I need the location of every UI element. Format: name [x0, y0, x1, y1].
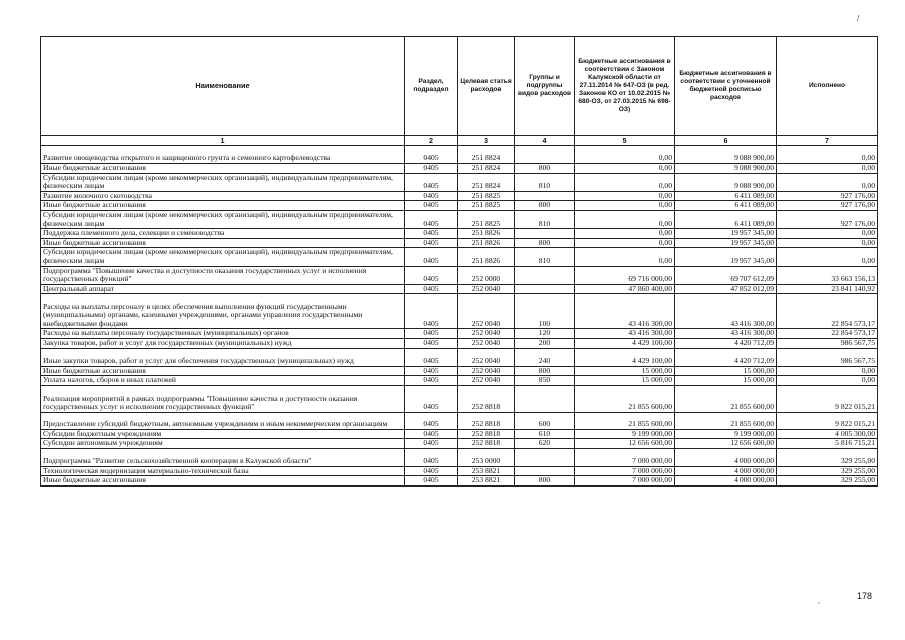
row-executed: 0,00	[777, 173, 878, 191]
row-executed: 986 567,75	[777, 348, 878, 366]
row-article: 252 0040	[458, 294, 515, 329]
row-law-appropriation: 0,00	[575, 164, 675, 174]
table-row	[41, 146, 878, 164]
row-article: 251 8826	[458, 238, 515, 248]
row-refined-appropriation: 19 957 345,00	[675, 229, 777, 239]
table-row	[41, 294, 878, 329]
row-law-appropriation: 7 000 000,00	[575, 476, 675, 486]
row-section: 0405	[405, 248, 458, 266]
header-executed: Исполнено	[777, 37, 878, 136]
row-refined-appropriation: 43 416 300,00	[675, 329, 777, 339]
row-executed: 33 663 156,13	[777, 266, 878, 284]
row-executed: 927 176,00	[777, 201, 878, 211]
row-name: Уплата налогов, сборов и иных платежей	[41, 376, 405, 386]
row-name: Иные бюджетные ассигнования	[41, 164, 405, 174]
row-refined-appropriation: 19 957 345,00	[675, 248, 777, 266]
row-refined-appropriation: 4 420 712,09	[675, 348, 777, 366]
row-refined-appropriation: 9 088 900,00	[675, 164, 777, 174]
row-article: 252 0040	[458, 376, 515, 386]
row-article: 252 0040	[458, 348, 515, 366]
row-refined-appropriation: 4 000 000,00	[675, 476, 777, 486]
table-row	[41, 210, 878, 228]
row-executed: 22 854 573,17	[777, 329, 878, 339]
table-row	[41, 329, 878, 339]
row-expense-group: 800	[515, 366, 575, 376]
column-number: 1	[41, 136, 405, 146]
table-body	[41, 146, 878, 487]
row-section: 0405	[405, 412, 458, 429]
row-article: 251 8824	[458, 173, 515, 191]
row-executed: 5 816 715,21	[777, 439, 878, 449]
row-law-appropriation: 21 855 600,00	[575, 385, 675, 412]
column-number-row	[41, 136, 878, 146]
row-executed: 4 005 300,00	[777, 429, 878, 439]
row-refined-appropriation: 9 199 000,00	[675, 429, 777, 439]
row-executed: 0,00	[777, 164, 878, 174]
row-article: 252 0040	[458, 329, 515, 339]
row-article: 252 0000	[458, 266, 515, 284]
row-article: 252 8818	[458, 429, 515, 439]
row-section: 0405	[405, 476, 458, 486]
row-expense-group	[515, 229, 575, 239]
header-row	[41, 37, 878, 136]
row-name: Иные бюджетные ассигнования	[41, 366, 405, 376]
row-expense-group: 800	[515, 476, 575, 486]
row-law-appropriation: 0,00	[575, 210, 675, 228]
row-law-appropriation: 43 416 300,00	[575, 294, 675, 329]
row-expense-group: 120	[515, 329, 575, 339]
row-executed: 329 255,00	[777, 448, 878, 466]
table-row	[41, 376, 878, 386]
row-law-appropriation: 15 000,00	[575, 376, 675, 386]
row-article: 252 0040	[458, 366, 515, 376]
row-article: 252 0040	[458, 338, 515, 348]
row-article: 251 8824	[458, 146, 515, 164]
row-refined-appropriation: 69 707 612,09	[675, 266, 777, 284]
table-row	[41, 164, 878, 174]
column-number: 5	[575, 136, 675, 146]
row-expense-group: 850	[515, 376, 575, 386]
row-section: 0405	[405, 466, 458, 476]
row-expense-group: 810	[515, 173, 575, 191]
row-name: Развитие овощеводства открытого и защищенного грунта и семенного картофелеводства	[41, 146, 405, 164]
row-section: 0405	[405, 366, 458, 376]
row-name: Подпрограмма "Развитие сельскохозяйственной кооперации в Калужской области"	[41, 448, 405, 466]
row-refined-appropriation: 6 411 089,00	[675, 191, 777, 201]
row-section: 0405	[405, 448, 458, 466]
row-expense-group: 240	[515, 348, 575, 366]
row-name: Поддержка племенного дела, селекции и семеноводства	[41, 229, 405, 239]
row-executed: 0,00	[777, 146, 878, 164]
row-name: Иные закупки товаров, работ и услуг для обеспечения государственных (муниципальных) нужд	[41, 348, 405, 366]
header-name: Наименование	[41, 37, 405, 136]
row-name: Технологическая модернизация материально-технической базы	[41, 466, 405, 476]
table-row	[41, 173, 878, 191]
row-law-appropriation: 0,00	[575, 238, 675, 248]
row-section: 0405	[405, 229, 458, 239]
row-law-appropriation: 7 000 000,00	[575, 448, 675, 466]
row-section: 0405	[405, 329, 458, 339]
row-executed: 22 854 573,17	[777, 294, 878, 329]
row-expense-group: 810	[515, 210, 575, 228]
row-refined-appropriation: 47 852 012,09	[675, 284, 777, 294]
table-row	[41, 338, 878, 348]
row-name: Расходы на выплаты персоналу в целях обеспечения выполнения функций государственными (муниципальными) органами, казенными учреждениями, органами управления государственными внебюджетными фондами	[41, 294, 405, 329]
column-number: 3	[458, 136, 515, 146]
page-number: 178	[856, 591, 872, 601]
scan-mark: /	[857, 14, 860, 23]
row-executed: 329 255,00	[777, 466, 878, 476]
row-section: 0405	[405, 439, 458, 449]
row-refined-appropriation: 15 000,00	[675, 366, 777, 376]
row-section: 0405	[405, 385, 458, 412]
row-name: Иные бюджетные ассигнования	[41, 476, 405, 486]
row-law-appropriation: 0,00	[575, 191, 675, 201]
row-section: 0405	[405, 201, 458, 211]
row-name: Подпрограмма "Повышение качества и доступности оказания государственных услуг и исполнения государственных функций"	[41, 266, 405, 284]
row-section: 0405	[405, 376, 458, 386]
row-expense-group: 800	[515, 164, 575, 174]
row-refined-appropriation: 4 420 712,09	[675, 338, 777, 348]
table-row	[41, 466, 878, 476]
row-refined-appropriation: 19 957 345,00	[675, 238, 777, 248]
row-expense-group: 610	[515, 429, 575, 439]
row-executed: 0,00	[777, 366, 878, 376]
row-law-appropriation: 0,00	[575, 146, 675, 164]
row-law-appropriation: 0,00	[575, 173, 675, 191]
row-executed: 0,00	[777, 229, 878, 239]
row-article: 251 8825	[458, 201, 515, 211]
row-executed: 927 176,00	[777, 191, 878, 201]
header-expense-group: Группы и подгруппы видов расходов	[515, 37, 575, 136]
row-refined-appropriation: 6 411 089,00	[675, 210, 777, 228]
row-law-appropriation: 69 716 000,00	[575, 266, 675, 284]
row-name: Реализация мероприятий в рамках подпрограммы "Повышение качества и доступности оказания государственных услуг и исполнения государственных функций"	[41, 385, 405, 412]
row-section: 0405	[405, 294, 458, 329]
row-article: 252 8818	[458, 412, 515, 429]
budget-execution-table	[40, 36, 878, 487]
table-row	[41, 429, 878, 439]
row-article: 251 8826	[458, 229, 515, 239]
row-expense-group: 620	[515, 439, 575, 449]
row-refined-appropriation: 6 411 089,00	[675, 201, 777, 211]
row-article: 253 8821	[458, 466, 515, 476]
row-expense-group: 810	[515, 248, 575, 266]
row-name: Субсидии юридическим лицам (кроме некоммерческих организаций), индивидуальным предпринимателям, физическим лицам	[41, 210, 405, 228]
row-article: 251 8825	[458, 191, 515, 201]
row-name: Субсидии автономным учреждениям	[41, 439, 405, 449]
table-row	[41, 238, 878, 248]
row-law-appropriation: 21 855 600,00	[575, 412, 675, 429]
row-refined-appropriation: 12 656 600,00	[675, 439, 777, 449]
row-law-appropriation: 0,00	[575, 201, 675, 211]
row-article: 251 8825	[458, 210, 515, 228]
scan-mark: ,	[818, 596, 821, 605]
row-executed: 329 255,00	[777, 476, 878, 486]
row-executed: 986 567,75	[777, 338, 878, 348]
row-law-appropriation: 15 000,00	[575, 366, 675, 376]
row-section: 0405	[405, 429, 458, 439]
table-row	[41, 284, 878, 294]
row-name: Субсидии юридическим лицам (кроме некоммерческих организаций), индивидуальным предпринимателям, физическим лицам	[41, 173, 405, 191]
row-name: Расходы на выплаты персоналу государственных (муниципальных) органов	[41, 329, 405, 339]
row-executed: 927 176,00	[777, 210, 878, 228]
header-target-article: Целевая статья расходов	[458, 37, 515, 136]
row-executed: 0,00	[777, 248, 878, 266]
row-law-appropriation: 12 656 600,00	[575, 439, 675, 449]
row-expense-group: 600	[515, 412, 575, 429]
table-row	[41, 229, 878, 239]
row-name: Иные бюджетные ассигнования	[41, 201, 405, 211]
row-refined-appropriation: 15 000,00	[675, 376, 777, 386]
table-row	[41, 266, 878, 284]
row-law-appropriation: 0,00	[575, 229, 675, 239]
row-expense-group	[515, 385, 575, 412]
row-name: Центральный аппарат	[41, 284, 405, 294]
row-section: 0405	[405, 164, 458, 174]
row-article: 252 8818	[458, 439, 515, 449]
row-refined-appropriation: 43 416 300,00	[675, 294, 777, 329]
header-law-appropriations: Бюджетные ассигнования в соответствии с Законом Калужской области от 27.11.2014 № 647-ОЗ (в ред. Законов КО от 10.02.2015 № 680-ОЗ, от 27.03.2015 № 698-ОЗ)	[575, 37, 675, 136]
row-executed: 9 822 015,21	[777, 412, 878, 429]
row-article: 252 8818	[458, 385, 515, 412]
row-article: 251 8826	[458, 248, 515, 266]
row-article: 251 8824	[458, 164, 515, 174]
row-law-appropriation: 0,00	[575, 248, 675, 266]
row-section: 0405	[405, 146, 458, 164]
row-name: Закупка товаров, работ и услуг для государственных (муниципальных) нужд	[41, 338, 405, 348]
row-executed: 0,00	[777, 238, 878, 248]
row-law-appropriation: 47 860 400,00	[575, 284, 675, 294]
row-section: 0405	[405, 284, 458, 294]
row-name: Развитие молочного скотоводства	[41, 191, 405, 201]
row-expense-group: 800	[515, 238, 575, 248]
table-row	[41, 201, 878, 211]
row-article: 252 0040	[458, 284, 515, 294]
row-expense-group: 800	[515, 201, 575, 211]
row-name: Иные бюджетные ассигнования	[41, 238, 405, 248]
table-row	[41, 448, 878, 466]
row-refined-appropriation: 4 000 000,00	[675, 448, 777, 466]
row-expense-group: 200	[515, 338, 575, 348]
row-section: 0405	[405, 266, 458, 284]
row-expense-group	[515, 284, 575, 294]
row-law-appropriation: 43 416 300,00	[575, 329, 675, 339]
table-row	[41, 412, 878, 429]
row-refined-appropriation: 21 855 600,00	[675, 412, 777, 429]
column-number: 6	[675, 136, 777, 146]
row-law-appropriation: 4 429 100,00	[575, 338, 675, 348]
header-refined-appropriations: Бюджетные ассигнования в соответствии с уточненной бюджетной росписью расходов	[675, 37, 777, 136]
row-expense-group	[515, 191, 575, 201]
row-expense-group: 100	[515, 294, 575, 329]
row-section: 0405	[405, 173, 458, 191]
row-law-appropriation: 4 429 100,00	[575, 348, 675, 366]
row-expense-group	[515, 466, 575, 476]
row-executed: 0,00	[777, 376, 878, 386]
row-expense-group	[515, 266, 575, 284]
row-article: 253 0000	[458, 448, 515, 466]
row-name: Субсидии бюджетным учреждениям	[41, 429, 405, 439]
table-row	[41, 191, 878, 201]
row-refined-appropriation: 21 855 600,00	[675, 385, 777, 412]
table-row	[41, 348, 878, 366]
row-refined-appropriation: 4 000 000,00	[675, 466, 777, 476]
row-executed: 9 822 015,21	[777, 385, 878, 412]
table-row	[41, 385, 878, 412]
table-row	[41, 248, 878, 266]
table-row	[41, 439, 878, 449]
table-row	[41, 366, 878, 376]
row-expense-group	[515, 146, 575, 164]
row-section: 0405	[405, 191, 458, 201]
row-executed: 23 841 140,92	[777, 284, 878, 294]
row-article: 253 8821	[458, 476, 515, 486]
row-name: Предоставление субсидий бюджетным, автономным учреждениям и иным некоммерческим организациям	[41, 412, 405, 429]
column-number: 2	[405, 136, 458, 146]
row-refined-appropriation: 9 088 900,00	[675, 173, 777, 191]
header-section: Раздел, подраздел	[405, 37, 458, 136]
column-number: 7	[777, 136, 878, 146]
row-law-appropriation: 9 199 000,00	[575, 429, 675, 439]
row-law-appropriation: 7 000 000,00	[575, 466, 675, 476]
column-number: 4	[515, 136, 575, 146]
row-section: 0405	[405, 210, 458, 228]
table-row	[41, 476, 878, 486]
row-section: 0405	[405, 338, 458, 348]
row-refined-appropriation: 9 088 900,00	[675, 146, 777, 164]
row-name: Субсидии юридическим лицам (кроме некоммерческих организаций), индивидуальным предпринимателям, физическим лицам	[41, 248, 405, 266]
row-expense-group	[515, 448, 575, 466]
row-section: 0405	[405, 238, 458, 248]
row-section: 0405	[405, 348, 458, 366]
